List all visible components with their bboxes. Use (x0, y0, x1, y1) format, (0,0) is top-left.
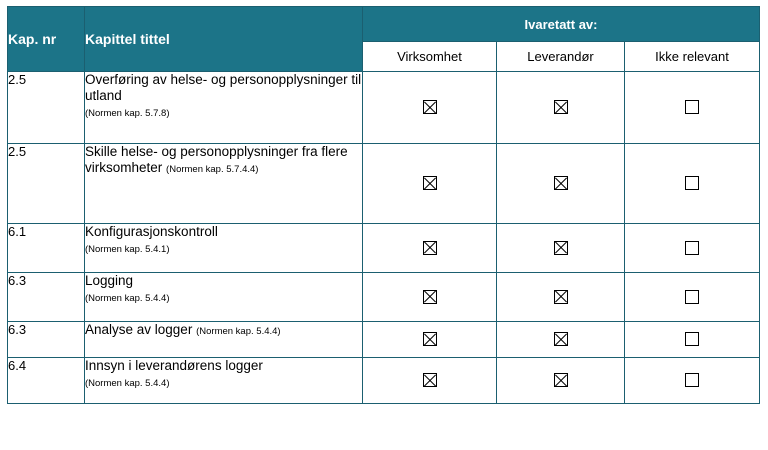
row-kap-nr: 6.1 (8, 224, 85, 273)
row-kap-nr: 6.3 (8, 273, 85, 322)
ikke-relevant-checkbox[interactable] (685, 100, 699, 114)
ikke-relevant-cell (625, 273, 760, 322)
leverandor-cell (497, 144, 625, 224)
virksomhet-cell (363, 273, 497, 322)
ikke-relevant-cell (625, 144, 760, 224)
leverandor-cell (497, 273, 625, 322)
row-title-cell (85, 322, 363, 358)
virksomhet-checkbox[interactable] (423, 176, 437, 190)
virksomhet-checkbox[interactable] (423, 100, 437, 114)
leverandor-checkbox[interactable] (554, 241, 568, 255)
leverandor-checkbox[interactable] (554, 373, 568, 387)
header-ikke-relevant: Ikke relevant (625, 42, 760, 72)
header-ivaretatt-av: Ivaretatt av: (363, 7, 760, 42)
row-title: Skille helse- og personopplysninger fra flere virksomheter (85, 144, 348, 175)
virksomhet-checkbox[interactable] (423, 241, 437, 255)
row-kap-nr: 2.5 (8, 72, 85, 144)
virksomhet-checkbox[interactable] (423, 373, 437, 387)
row-title: Innsyn i leverandørens logger (85, 358, 263, 373)
ikke-relevant-cell (625, 72, 760, 144)
row-title-cell (85, 144, 363, 224)
ikke-relevant-checkbox[interactable] (685, 332, 699, 346)
table-row (8, 144, 760, 224)
requirements-table (7, 6, 760, 404)
row-kap-nr: 6.4 (8, 358, 85, 404)
row-normen-reference: (Normen kap. 5.4.4) (85, 378, 170, 389)
leverandor-checkbox[interactable] (554, 332, 568, 346)
ikke-relevant-checkbox[interactable] (685, 176, 699, 190)
row-title-cell (85, 358, 363, 404)
leverandor-cell (497, 322, 625, 358)
virksomhet-cell (363, 224, 497, 273)
leverandor-cell (497, 224, 625, 273)
row-normen-reference: (Normen kap. 5.4.4) (85, 293, 170, 304)
ikke-relevant-cell (625, 322, 760, 358)
header-leverandor: Leverandør (497, 42, 625, 72)
table-row (8, 322, 760, 358)
row-kap-nr: 6.3 (8, 322, 85, 358)
table-row (8, 358, 760, 404)
row-normen-reference: (Normen kap. 5.7.8) (85, 108, 170, 119)
row-title: Logging (85, 273, 134, 288)
row-title-cell (85, 72, 363, 144)
ikke-relevant-cell (625, 224, 760, 273)
virksomhet-cell (363, 322, 497, 358)
virksomhet-checkbox[interactable] (423, 332, 437, 346)
ikke-relevant-checkbox[interactable] (685, 241, 699, 255)
table-row (8, 273, 760, 322)
table-row (8, 224, 760, 273)
leverandor-cell (497, 358, 625, 404)
row-kap-nr: 2.5 (8, 144, 85, 224)
row-normen-reference: (Normen kap. 5.7.4.4) (166, 164, 259, 175)
leverandor-cell (497, 72, 625, 144)
header-row (8, 7, 760, 42)
virksomhet-cell (363, 358, 497, 404)
leverandor-checkbox[interactable] (554, 176, 568, 190)
virksomhet-checkbox[interactable] (423, 290, 437, 304)
row-title-cell (85, 224, 363, 273)
row-normen-reference: (Normen kap. 5.4.1) (85, 244, 170, 255)
virksomhet-cell (363, 72, 497, 144)
ikke-relevant-cell (625, 358, 760, 404)
row-title: Overføring av helse- og personopplysninger til utland (85, 72, 362, 103)
leverandor-checkbox[interactable] (554, 290, 568, 304)
virksomhet-cell (363, 144, 497, 224)
header-virksomhet: Virksomhet (363, 42, 497, 72)
table-row (8, 72, 760, 144)
row-title: Konfigurasjonskontroll (85, 224, 218, 239)
header-kap-nr: Kap. nr (8, 7, 85, 72)
row-title: Analyse av logger (85, 322, 193, 337)
header-kapittel-tittel: Kapittel tittel (85, 7, 363, 72)
row-normen-reference: (Normen kap. 5.4.4) (196, 326, 281, 337)
ikke-relevant-checkbox[interactable] (685, 373, 699, 387)
ikke-relevant-checkbox[interactable] (685, 290, 699, 304)
row-title-cell (85, 273, 363, 322)
leverandor-checkbox[interactable] (554, 100, 568, 114)
